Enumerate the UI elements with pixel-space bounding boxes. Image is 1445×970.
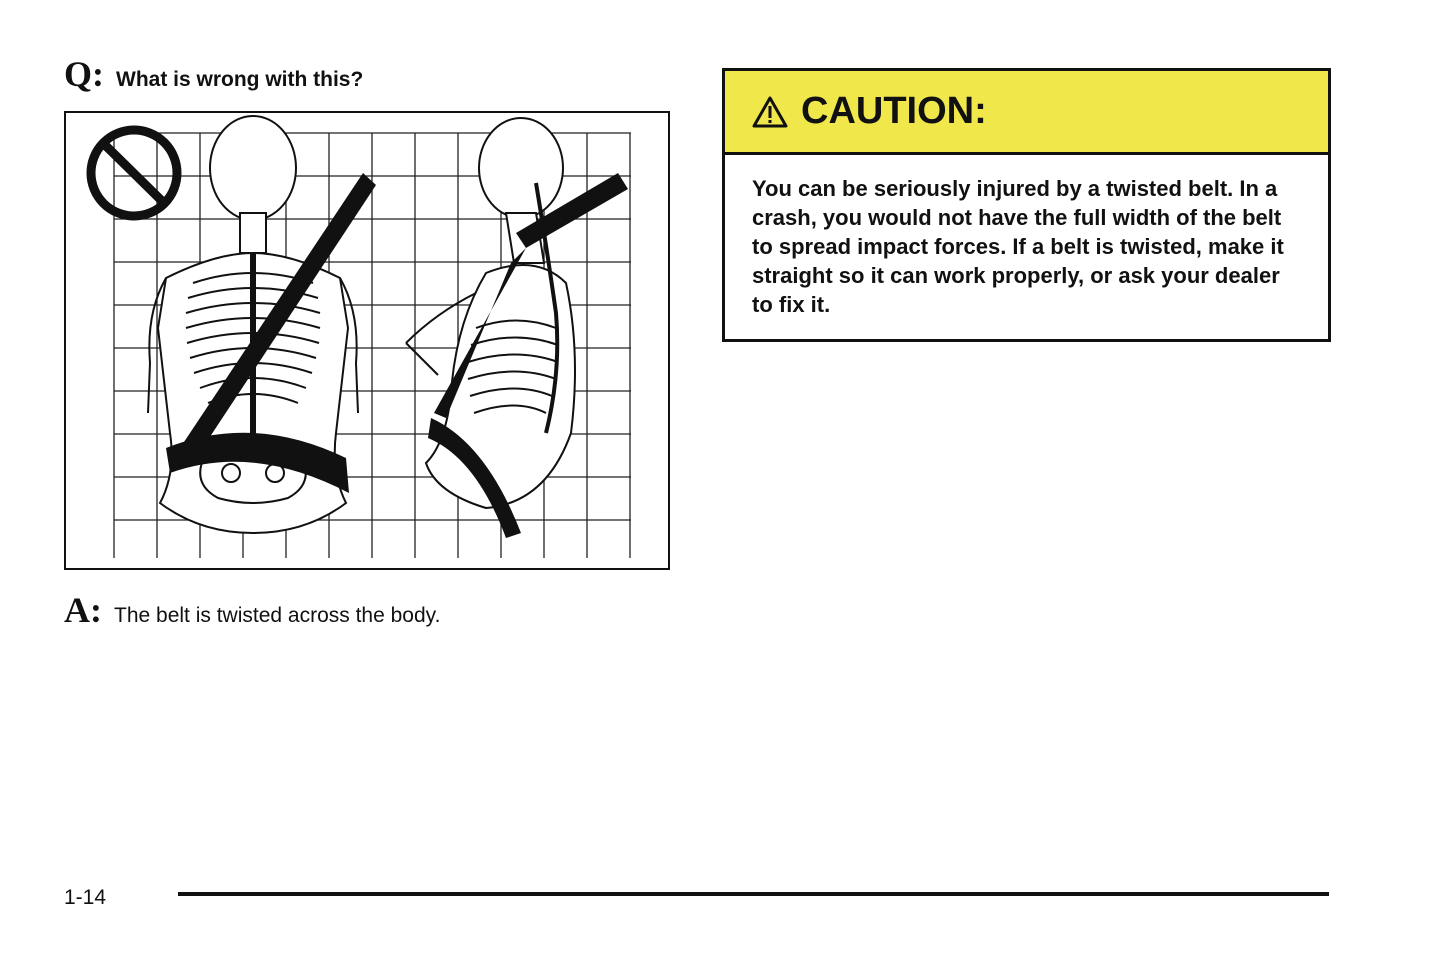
answer [64,592,440,628]
page-number: 1-14 [64,886,107,909]
question-marker: Q: [64,54,104,94]
caution-body: You can be seriously injured by a twisted belt. In a crash, you would not have the full width of the belt to spread impact forces. If a belt is twisted, make it straight so it can work properly, or ask your dealer to fix it. [752,176,1284,317]
question-text: What is wrong with this? [116,68,364,91]
footer-rule [178,892,1329,896]
answer-marker: A: [64,590,102,630]
caution-header [725,71,1328,155]
caution-box [722,68,1331,342]
prohibited-icon [91,130,177,216]
twisted-belt-illustration [64,111,670,570]
warning-triangle-icon [751,95,789,129]
caution-title: CAUTION: [801,90,987,132]
answer-text: The belt is twisted across the body. [114,604,441,627]
question [64,56,363,92]
